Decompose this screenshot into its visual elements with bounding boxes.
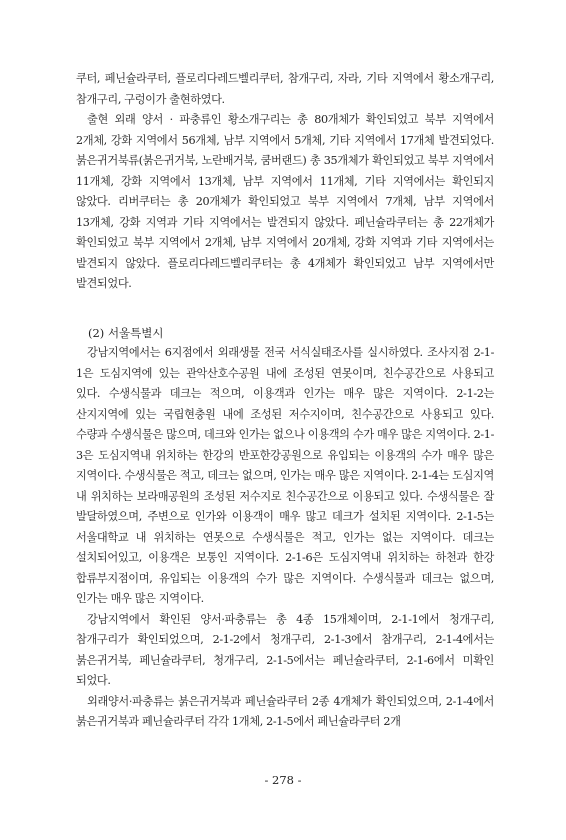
document-body (76, 69, 494, 733)
page-number: - 278 - (264, 773, 302, 787)
section-heading: (2) 서울특별시 (88, 325, 164, 340)
paragraph-species-found: 강남지역에서 확인된 양서·파충류는 총 4종 15개체이며, 2-1-1에서 청개구리, 참개구리가 확인되었으며, 2-1-2에서 청개구리, 2-1-3에서 참개구리, 2-1-4에서는 붉은귀거북, 페닌슐라쿠터, 청개구리, 2-1-5에서는 페닌슐라쿠터, 2-1-6에서 미확인 되었다. (76, 612, 494, 687)
paragraph-survey-sites: 강남지역에서는 6지점에서 외래생물 전국 서식실태조사를 실시하였다. 조사지점 2-1-1은 도심지역에 있는 관악산호수공원 내에 조성된 연못이며, 친수공간으로 사용되고 있다. 수생식물과 데크는 적으며, 이용객과 인가는 매우 많은 지역이다. 2-1-2는 산지지역에 있는 국립현충원 내에 조성된 저수지이며, 친수공간으로 사용되고 있다. 수량과 수생식물은 많으며, 데크와 인가는 없으나 이용객의 수가 매우 많은 지역이다. 2-1-3은 도심지역내 위치하는 한강의 반포한강공원으로 유입되는 이용객의 수가 매우 많은 지역이다. 수생식물은 적고, 데크는 없으며, 인가는 매우 많은 지역이다. 2-1-4는 도심지역 내 위치하는 보라매공원의 조성된 저수지로 친수공간으로 이용되고 있다. 수생식물은 잘 발달하였으며, 주변으로 인가와 이용객이 매우 많고 데크가 설치된 지역이다. 2-1-5는 서울대학교 내 위치하는 연못으로 수생식물은 적고, 인가는 없는 지역이다. 데크는 설치되어있고, 이용객은 보통인 지역이다. 2-1-6은 도심지역내 위치하는 하천과 한강 합류부지점이며, 유입되는 이용객의 수가 많은 지역이다. 수생식물과 데크는 없으며, 인가는 매우 많은 지역이다. (76, 346, 494, 605)
paragraph-continued: 쿠터, 페닌슐라쿠터, 플로리다레드벨리쿠터, 참개구리, 자라, 기타 지역에서 황소개구리, 참개구리, 구렁이가 출현하였다. (76, 72, 494, 106)
paragraph-invasive-species: 외래양서·파충류는 붉은귀거북과 페닌슐라쿠터 2종 4개체가 확인되었으며, 2-1-4에서 붉은귀거북과 페닌슐라쿠터 각각 1개체, 2-1-5에서 페닌슐라쿠터 2개 (76, 694, 494, 728)
paragraph-species-summary: 출현 외래 양서 · 파충류인 황소개구리는 총 80개체가 확인되었고 북부 지역에서 2개체, 강화 지역에서 56개체, 남부 지역에서 5개체, 기타 지역에서 17개체 발견되었다. 붉은귀거북류(붉은귀거북, 노란배거북, 쿰버랜드) 총 35개체가 확인되었고 북부 지역에서 11개체, 강화 지역에서 13개체, 남부 지역에서 11개체, 기타 지역에서는 확인되지 않았다. 리버쿠터는 총 20개체가 확인되었고 북부 지역에서 7개체, 남부 지역에서 13개체, 강화 지역과 기타 지역에서는 발견되지 않았다. 페닌슐라쿠터는 총 22개체가 확인되었고 북부 지역에서 2개체, 남부 지역에서 20개체, 강화 지역과 기타 지역에서는 발견되지 않았다. 플로리다레드벨리쿠터는 총 4개체가 확인되었고 남부 지역에서만 발견되었다. (76, 113, 494, 290)
